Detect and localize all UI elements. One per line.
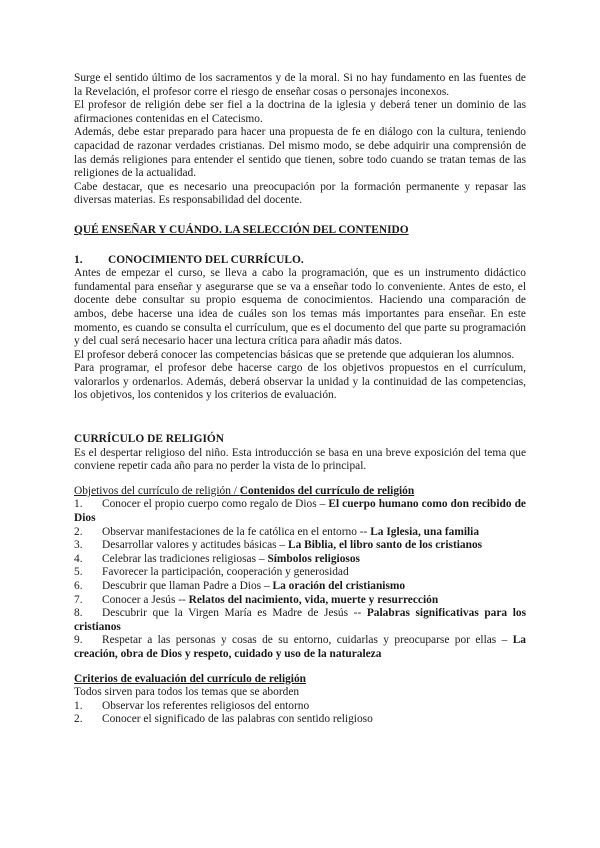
objectives-heading: [74, 485, 526, 499]
item-text: Desarrollar valores y actitudes básicas –: [102, 539, 288, 552]
item-text: Descubrir que la Virgen María es Madre de Jesús --: [102, 607, 367, 620]
objective-item-9: [74, 634, 526, 661]
item-text: Conocer a Jesús --: [102, 593, 189, 606]
item-number: 6.: [74, 580, 83, 592]
item-number: 2.: [74, 713, 83, 726]
subsection-number: 1.: [74, 253, 83, 266]
curriculum-paragraph-3: Para programar, el profesor debe hacerse cargo de los objetivos propuestos en el currículum, valorarlos y ordenarlos. Además, deberá observar la unidad y la continuidad de las competencias, los objetivos, los contenidos y los criterios de evaluación.: [74, 362, 526, 402]
subsection-heading: [74, 254, 526, 268]
criteria-item-2: [74, 713, 526, 727]
objective-item-8: [74, 607, 526, 634]
item-text: Descubrir que llaman Padre a Dios –: [102, 580, 273, 592]
item-text: Conocer el significado de las palabras con sentido religioso: [102, 713, 373, 726]
item-text: Observar manifestaciones de la fe católica en el entorno --: [102, 525, 371, 538]
item-content: Relatos del nacimiento, vida, muerte y resurrección: [188, 593, 439, 606]
section-title: QUÉ ENSEÑAR Y CUÁNDO. LA SELECCIÓN DEL CONTENIDO: [74, 223, 409, 236]
item-content: La oración del cristianismo: [272, 580, 406, 592]
criteria-intro: Todos sirven para todos los temas que se aborden: [74, 686, 300, 699]
objective-item-2: [74, 526, 526, 540]
criteria-heading: Criterios de evaluación del currículo de religión: [74, 672, 307, 685]
objectives-heading-plain: Objetivos del currículo de religión /: [74, 484, 240, 497]
item-text: Celebrar las tradiciones religiosas –: [102, 552, 268, 565]
item-content: Símbolos religiosos: [267, 552, 360, 565]
intro-paragraph-3: Además, debe estar preparado para hacer una propuesta de fe en diálogo con la cultura, teniendo capacidad de razonar verdades cristianas. Del mismo modo, se debe adquirir una comprensión de las demás religiones para entender el sentido que tienen, sobre todo cuando se tratan temas de las religiones de la actualidad.: [74, 126, 526, 180]
objective-item-1: [74, 498, 526, 525]
curriculum-paragraph-1: Antes de empezar el curso, se lleva a cabo la programación, que es un instrumento didáctico fundamental para enseñar y asegurarse que se va a enseñar todo lo conveniente. Antes de esto, el docente debe consultar su propio esquema de conocimientos. Haciendo una comparación de ambos, debe hacerse una idea de cuáles son los temas más importantes para enseñar. En este momento, es cuando se consulta el currículum, que es el documento del que parte su programación y del cual será necesario hacer una lectura crítica para añadir más datos.: [74, 267, 526, 348]
item-number: 5.: [74, 566, 83, 579]
religion-paragraph: Es el despertar religioso del niño. Esta introducción se basa en una breve exposición del tema que conviene repetir cada año para no perder la vista de lo principal.: [74, 446, 526, 473]
religion-title: CURRÍCULO DE RELIGIÓN: [74, 433, 224, 446]
item-text: Conocer el propio cuerpo como regalo de Dios –: [102, 498, 329, 511]
item-text: Favorecer la participación, cooperación y generosidad: [102, 566, 349, 579]
item-number: 7.: [74, 593, 83, 606]
item-number: 8.: [74, 607, 83, 620]
intro-paragraph-1: Surge el sentido último de los sacramentos y de la moral. Si no hay fundamento en las fuentes de la Revelación, el profesor corre el riesgo de enseñar cosas o personajes inconexos.: [74, 72, 526, 98]
item-content: La Biblia, el libro santo de los cristianos: [287, 539, 483, 552]
item-number: 1.: [74, 699, 83, 712]
item-number: 4.: [74, 552, 83, 565]
item-text: Observar los referentes religiosos del entorno: [102, 699, 310, 712]
document-body: [74, 72, 526, 727]
objective-item-6: [74, 580, 526, 594]
item-content: El cuerpo humano como don recibido de Dios: [74, 498, 526, 525]
subsection-title: CONOCIMIENTO DEL CURRÍCULO.: [108, 253, 304, 266]
item-number: 2.: [74, 525, 83, 538]
intro-paragraph-2: El profesor de religión debe ser fiel a la doctrina de la iglesia y deberá tener un dominio de las afirmaciones contenidas en el Catecismo.: [74, 99, 526, 125]
objective-item-3: [74, 539, 526, 553]
objectives-heading-bold: Contenidos del currículo de religión: [239, 484, 415, 497]
item-number: 3.: [74, 539, 83, 552]
item-content: La creación, obra de Dios y respeto, cuidado y uso de la naturaleza: [74, 634, 526, 660]
objective-item-5: [74, 566, 526, 580]
item-number: 9.: [74, 634, 83, 647]
objective-item-4: [74, 553, 526, 567]
item-text: Respetar a las personas y cosas de su entorno, cuidarlas y preocuparse por ellas –: [102, 634, 513, 647]
criteria-item-1: [74, 700, 526, 714]
intro-paragraph-4: Cabe destacar, que es necesario una preocupación por la formación permanente y repasar las diversas materias. Es responsabilidad del docente.: [74, 180, 526, 207]
curriculum-paragraph-2: El profesor deberá conocer las competencias básicas que se pretende que adquieran los alumnos.: [74, 348, 515, 361]
item-content: Palabras significativas para los cristianos: [74, 607, 527, 633]
objective-item-7: [74, 594, 526, 608]
item-number: 1.: [74, 498, 83, 511]
item-content: La Iglesia, una familia: [370, 525, 480, 538]
